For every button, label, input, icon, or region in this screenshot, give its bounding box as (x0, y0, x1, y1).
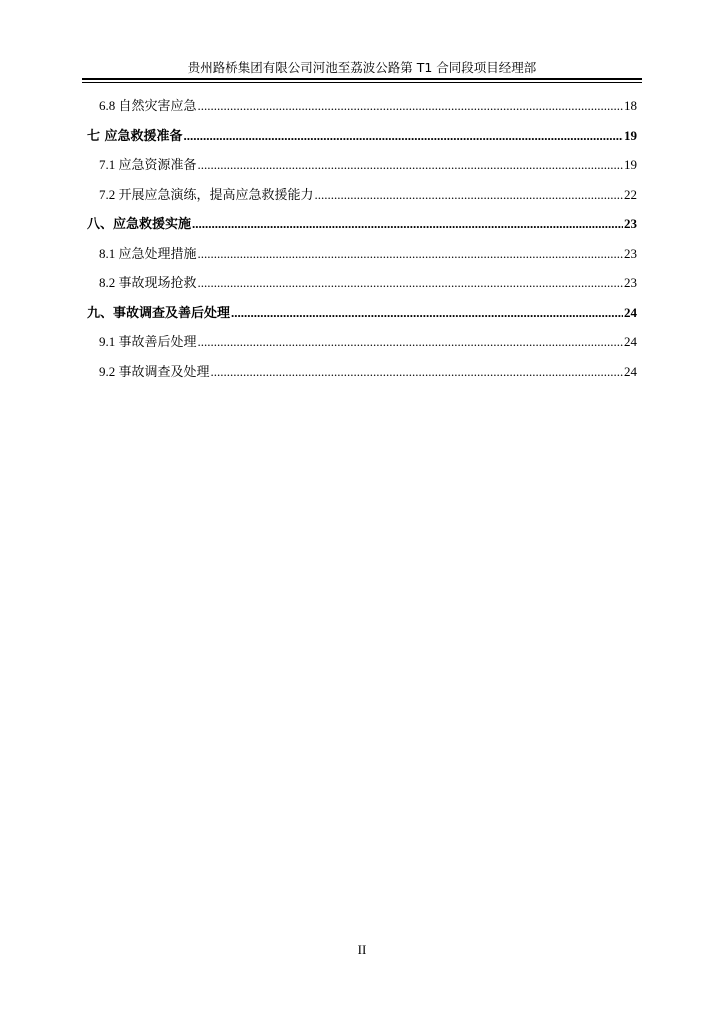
page-header-title: 贵州路桥集团有限公司河池至荔波公路第 T1 合同段项目经理部 (187, 60, 537, 75)
toc-entry-chapter-9[interactable] (87, 303, 637, 333)
toc-dot-leader (198, 155, 623, 175)
toc-entry-page: 24 (624, 363, 637, 379)
toc-entry-page: 23 (624, 275, 637, 290)
toc-dot-leader (315, 185, 623, 205)
toc-entry-title: 九、事故调查及善后处理 (87, 305, 231, 321)
toc-entry-page: 19 (624, 127, 637, 143)
table-of-contents (87, 96, 637, 391)
toc-dot-leader (198, 244, 623, 264)
toc-entry-page: 19 (624, 157, 637, 172)
toc-entry-7-2[interactable] (87, 185, 637, 215)
toc-entry-title: 9.2 事故调查及处理 (99, 363, 210, 379)
toc-dot-leader (198, 332, 623, 352)
toc-dot-leader (184, 126, 623, 146)
toc-entry-page: 22 (624, 186, 637, 202)
toc-entry-page: 24 (624, 334, 637, 349)
toc-dot-leader (198, 96, 623, 116)
toc-entry-title: 9.1 事故善后处理 (99, 334, 197, 349)
toc-entry-title: 八、应急救援实施 (87, 217, 192, 232)
toc-entry-page: 24 (624, 304, 637, 320)
toc-entry-8-2[interactable] (87, 273, 637, 303)
toc-entry-page: 23 (624, 245, 637, 261)
toc-entry-title: 7.2 开展应急演练，提高应急救援能力 (99, 186, 314, 202)
toc-entry-7-1[interactable] (87, 155, 637, 185)
toc-dot-leader (211, 362, 623, 382)
toc-entry-title: 8.2 事故现场抢救 (99, 275, 197, 290)
toc-entry-page: 23 (624, 216, 637, 231)
toc-entry-title: 七 应急救援准备 (87, 128, 183, 144)
toc-entry-6-8[interactable] (87, 96, 637, 126)
toc-entry-title: 7.1 应急资源准备 (99, 157, 197, 172)
toc-entry-chapter-8[interactable] (87, 214, 637, 244)
toc-entry-9-1[interactable] (87, 332, 637, 362)
toc-dot-leader (198, 273, 623, 293)
toc-entry-chapter-7[interactable] (87, 126, 637, 156)
toc-entry-title: 6.8 自然灾害应急 (99, 98, 197, 113)
toc-dot-leader (231, 303, 623, 323)
toc-entry-page: 18 (624, 98, 637, 113)
toc-entry-title: 8.1 应急处理措施 (99, 245, 197, 261)
header-divider-thin (82, 82, 642, 83)
header-divider-thick (82, 78, 642, 80)
toc-entry-8-1[interactable] (87, 244, 637, 274)
toc-entry-9-2[interactable] (87, 362, 637, 392)
toc-dot-leader (192, 214, 623, 234)
page-number: II (357, 942, 367, 957)
